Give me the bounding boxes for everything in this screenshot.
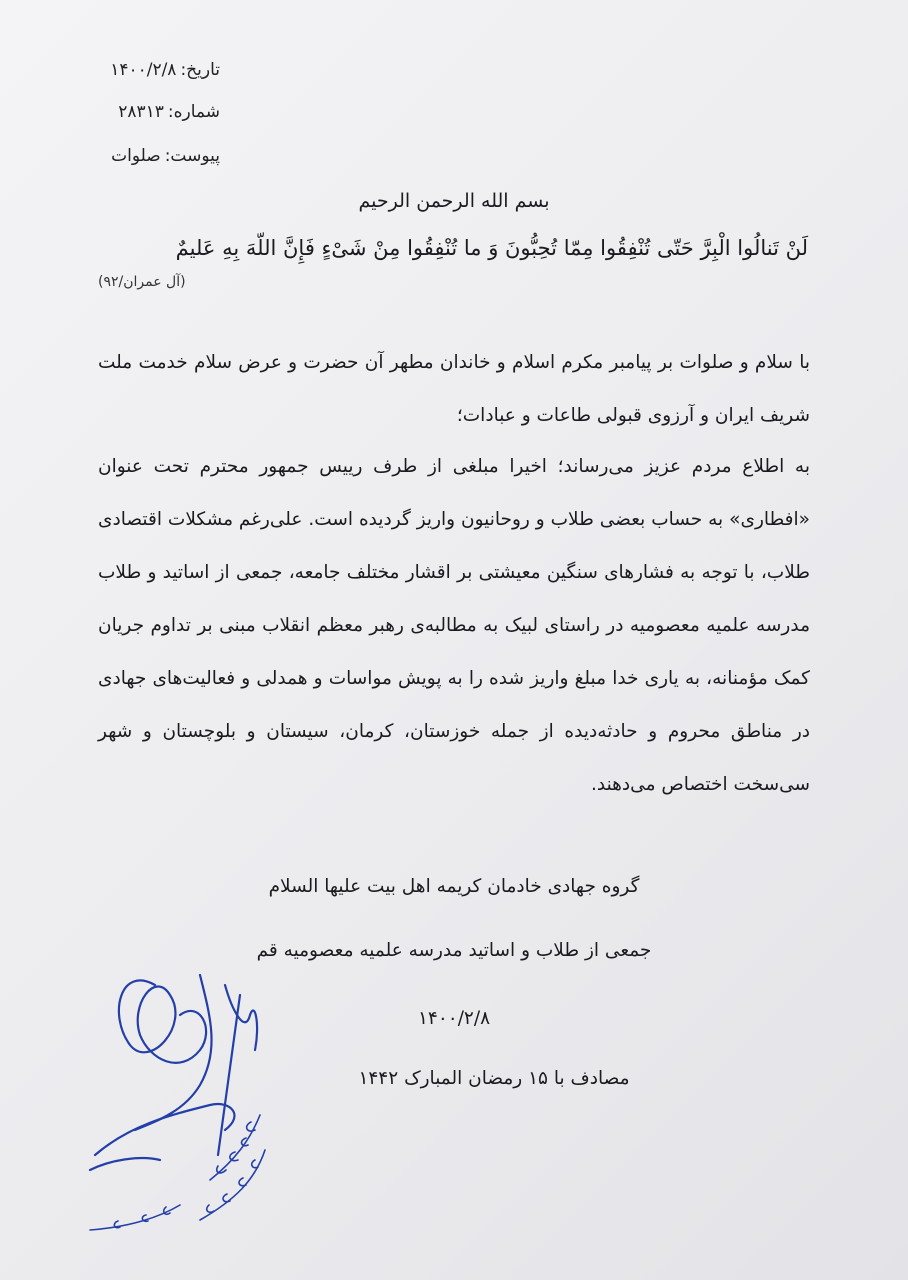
number-field	[118, 102, 220, 122]
attachment-label: پیوست:	[164, 146, 220, 166]
date-value: ۱۴۰۰/۲/۸	[110, 60, 177, 80]
attachment-field	[111, 146, 220, 166]
number-value: ۲۸۳۱۳	[118, 102, 164, 122]
number-label: شماره:	[167, 102, 220, 122]
occasion-line: مصادف با ۱۵ رمضان المبارک ۱۴۴۲	[358, 1068, 630, 1089]
signers-line: جمعی از طلاب و اساتید مدرسه علمیه معصومیه قم	[256, 940, 652, 961]
group-name: گروه جهادی خادمان کریمه اهل بیت علیها السلام	[268, 876, 640, 897]
basmala: بسم الله الرحمن الرحیم	[358, 190, 550, 212]
attachment-value: صلوات	[111, 146, 161, 166]
verse-reference: (آل عمران/۹۲)	[98, 274, 186, 290]
quran-verse: لَنْ تَنالُوا الْبِرَّ حَتّی تُنْفِقُوا مِمّا تُحِبُّونَ وَ ما تُنْفِقُوا مِنْ شَیْءٍ فَإِنَّ اللّهَ بِهِ عَلیمٌ	[175, 236, 808, 260]
date-label: تاریخ:	[180, 60, 220, 80]
greeting-paragraph: با سلام و صلوات بر پیامبر مکرم اسلام و خاندان مطهر آن حضرت و عرض سلام خدمت ملت شریف ایران و آرزوی قبولی طاعات و عبادات؛	[98, 352, 810, 426]
handwritten-signature	[50, 955, 280, 1245]
closing-date: ۱۴۰۰/۲/۸	[417, 1008, 491, 1029]
date-field	[110, 60, 220, 80]
announcement-paragraph: به اطلاع مردم عزیز می‌رساند؛ اخیرا مبلغی از طرف رییس جمهور محترم تحت عنوان «افطاری» به حساب بعضی طلاب و روحانیون واریز گردیده است. علی‌رغم مشکلات اقتصادی طلاب، با توجه به فشارهای سنگین معیشتی بر اقشار مختلف جامعه، جمعی از اساتید و طلاب مدرسه علمیه معصومیه در راستای لبیک به مطالبه‌ی رهبر معظم انقلاب مبنی بر تداوم جریان کمک مؤمنانه، به یاری خدا مبلغ واریز شده را به پویش مواسات و همدلی و فعالیت‌های جهادی در مناطق محروم و حادثه‌دیده از جمله خوزستان، کرمان، سیستان و بلوچستان و شهر سی‌سخت اختصاص می‌دهند.	[98, 456, 810, 795]
